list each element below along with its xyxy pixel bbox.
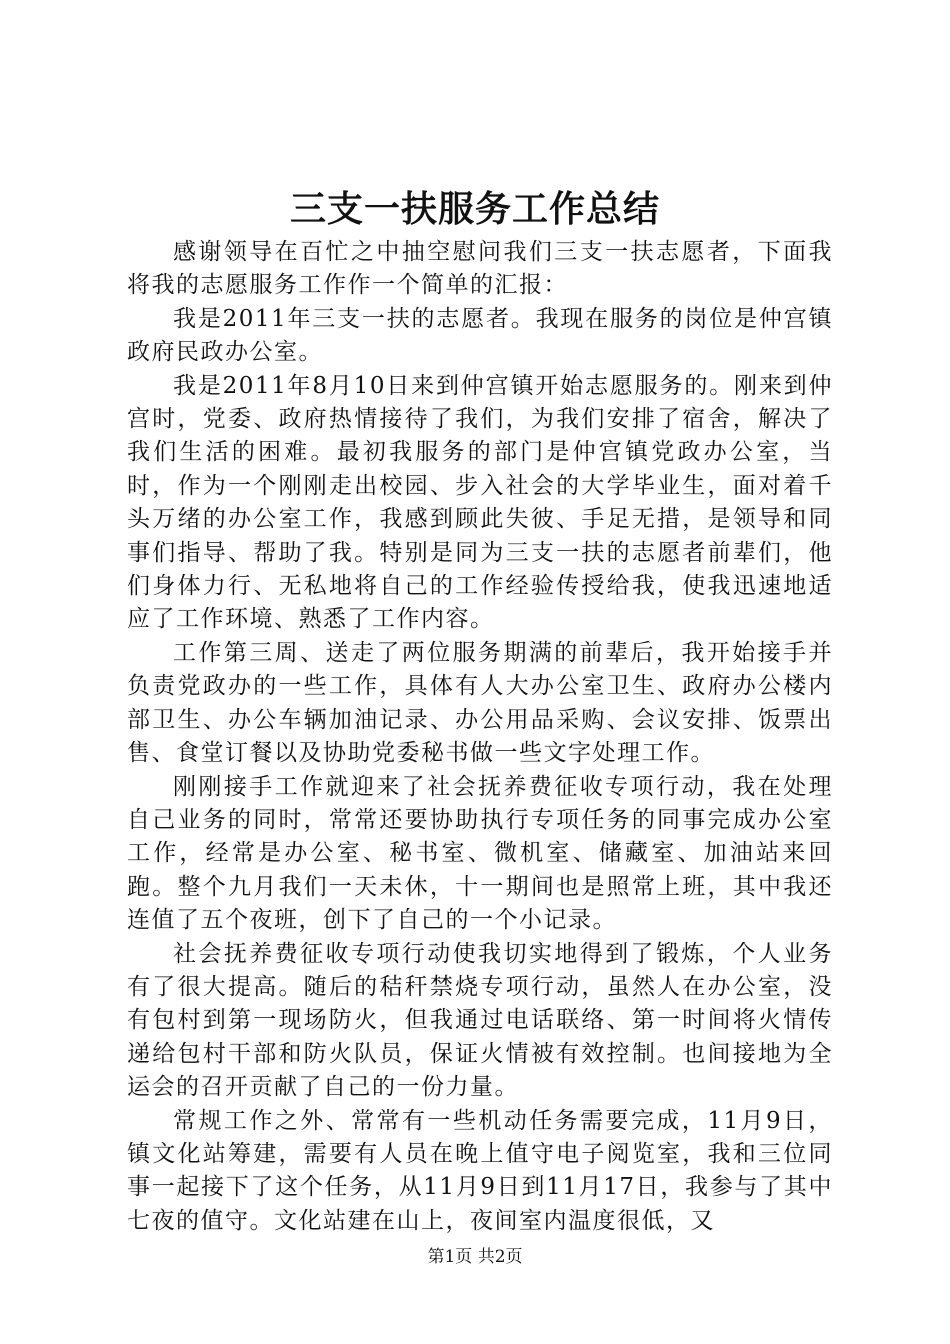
- paragraph: 刚刚接手工作就迎来了社会抚养费征收专项行动，我在处理自己业务的同时，常常还要协助执行专项任务的同事完成办公室工作，经常是办公室、秘书室、微机室、储藏室、加油站来回跑。整个九月我们一天未休，十一期间也是照常上班，其中我还连值了五个夜班，创下了自己的一个小记录。: [127, 773, 833, 934]
- document-body: [127, 236, 833, 1238]
- paragraph: 我是2011年8月10日来到仲宫镇开始志愿服务的。刚来到仲宫时，党委、政府热情接待了我们，为我们安排了宿舍，解决了我们生活的困难。最初我服务的部门是仲宫镇党政办公室，当时，作为一个刚刚走出校园、步入社会的大学毕业生，面对着千头万绪的办公室工作，我感到顾此失彼、手足无措，是领导和同事们指导、帮助了我。特别是同为三支一扶的志愿者前辈们，他们身体力行、无私地将自己的工作经验传授给我，使我迅速地适应了工作环境、熟悉了工作内容。: [127, 372, 833, 633]
- page-footer: 第1页 共2页: [427, 1247, 523, 1267]
- document-title: 三支一扶服务工作总结: [289, 188, 660, 230]
- paragraph: 感谢领导在百忙之中抽空慰问我们三支一扶志愿者，下面我将我的志愿服务工作作一个简单的汇报：: [127, 239, 833, 299]
- paragraph: 常规工作之外、常常有一些机动任务需要完成，11月9日，镇文化站筹建，需要有人员在晚上值守电子阅览室，我和三位同事一起接下了这个任务，从11月9日到11月17日，我参与了其中七夜的值守。文化站建在山上，夜间室内温度很低，又: [127, 1107, 833, 1234]
- paragraph: 我是2011年三支一扶的志愿者。我现在服务的岗位是仲宫镇政府民政办公室。: [127, 305, 833, 366]
- paragraph: 工作第三周、送走了两位服务期满的前辈后，我开始接手并负责党政办的一些工作，具体有人大办公室卫生、政府办公楼内部卫生、办公车辆加油记录、办公用品采购、会议安排、饭票出售、食堂订餐以及协助党委秘书做一些文字处理工作。: [127, 639, 833, 767]
- paragraph: 社会抚养费征收专项行动使我切实地得到了锻炼，个人业务有了很大提高。随后的秸秆禁烧专项行动，虽然人在办公室，没有包村到第一现场防火，但我通过电话联络、第一时间将火情传递给包村干部和防火队员，保证火情被有效控制。也间接地为全运会的召开贡献了自己的一份力量。: [127, 940, 833, 1101]
